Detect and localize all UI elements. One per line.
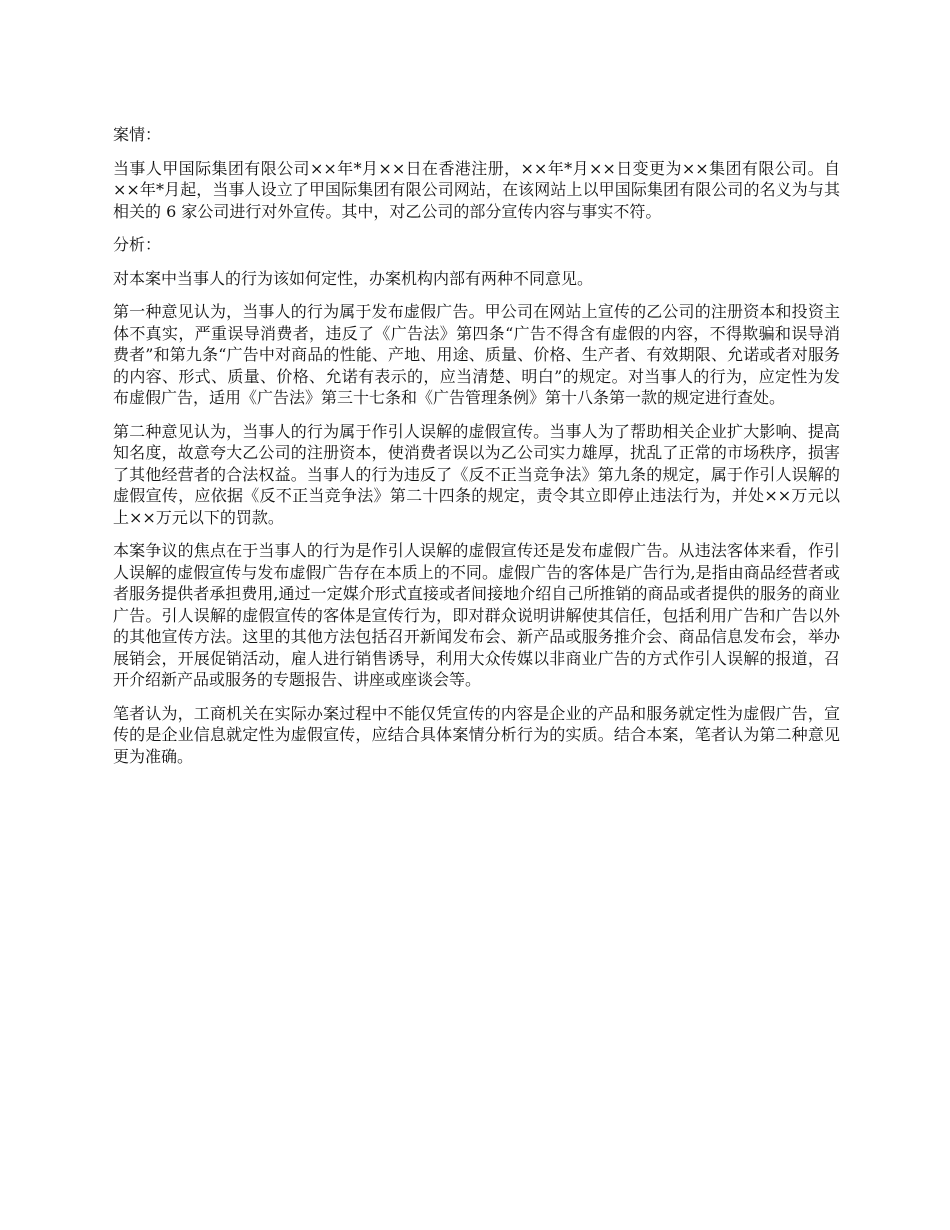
- paragraph-case-facts: 当事人甲国际集团有限公司××年*月××日在香港注册，××年*月××日变更为××集团有限公司。自××年*月起，当事人设立了甲国际集团有限公司网站，在该网站上以甲国际集团有限公司的名义为与其相关的 6 家公司进行对外宣传。其中，对乙公司的部分宣传内容与事实不符。: [113, 158, 840, 221]
- paragraph-second-opinion: 第二种意见认为，当事人的行为属于作引人误解的虚假宣传。当事人为了帮助相关企业扩大影响、提高知名度，故意夸大乙公司的注册资本，使消费者误以为乙公司实力雄厚，扰乱了正常的市场秩序，损害了其他经营者的合法权益。当事人的行为违反了《反不正当竞争法》第九条的规定，属于作引人误解的虚假宣传，应依据《反不正当竞争法》第二十四条的规定，责令其立即停止违法行为，并处××万元以上××万元以下的罚款。: [113, 421, 840, 527]
- heading-analysis: 分析：: [113, 235, 162, 254]
- paragraph-dispute-focus: 本案争议的焦点在于当事人的行为是作引人误解的虚假宣传还是发布虚假广告。从违法客体来看，作引人误解的虚假宣传与发布虚假广告存在本质上的不同。虚假广告的客体是广告行为,是指由商品经营者或者服务提供者承担费用,通过一定媒介形式直接或者间接地介绍自己所推销的商品或者提供的服务的商业广告。引人误解的虚假宣传的客体是宣传行为，即对群众说明讲解使其信任，包括利用广告和广告以外的其他宣传方法。这里的其他方法包括召开新闻发布会、新产品或服务推介会、商品信息发布会，举办展销会，开展促销活动，雇人进行销售诱导，利用大众传媒以非商业广告的方式作引人误解的报道，召开介绍新产品或服务的专题报告、讲座或座谈会等。: [113, 541, 840, 689]
- paragraph-intro: 对本案中当事人的行为该如何定性，办案机构内部有两种不同意见。: [113, 268, 594, 288]
- document-body: [113, 124, 840, 779]
- heading-case: 案情：: [113, 125, 162, 144]
- paragraph-conclusion: 笔者认为，工商机关在实际办案过程中不能仅凭宣传的内容是企业的产品和服务就定性为虚假广告，宣传的是企业信息就定性为虚假宣传，应结合具体案情分析行为的实质。结合本案，笔者认为第二种意见更为准确。: [113, 703, 840, 766]
- paragraph-first-opinion: 第一种意见认为，当事人的行为属于发布虚假广告。甲公司在网站上宣传的乙公司的注册资本和投资主体不真实，严重误导消费者，违反了《广告法》第四条“广告不得含有虚假的内容，不得欺骗和误导消费者”和第九条“广告中对商品的性能、产地、用途、质量、价格、生产者、有效期限、允诺或者对服务的内容、形式、质量、价格、允诺有表示的，应当清楚、明白”的规定。对当事人的行为，应定性为发布虚假广告，适用《广告法》第三十七条和《广告管理条例》第十八条第一款的规定进行查处。: [113, 302, 840, 407]
